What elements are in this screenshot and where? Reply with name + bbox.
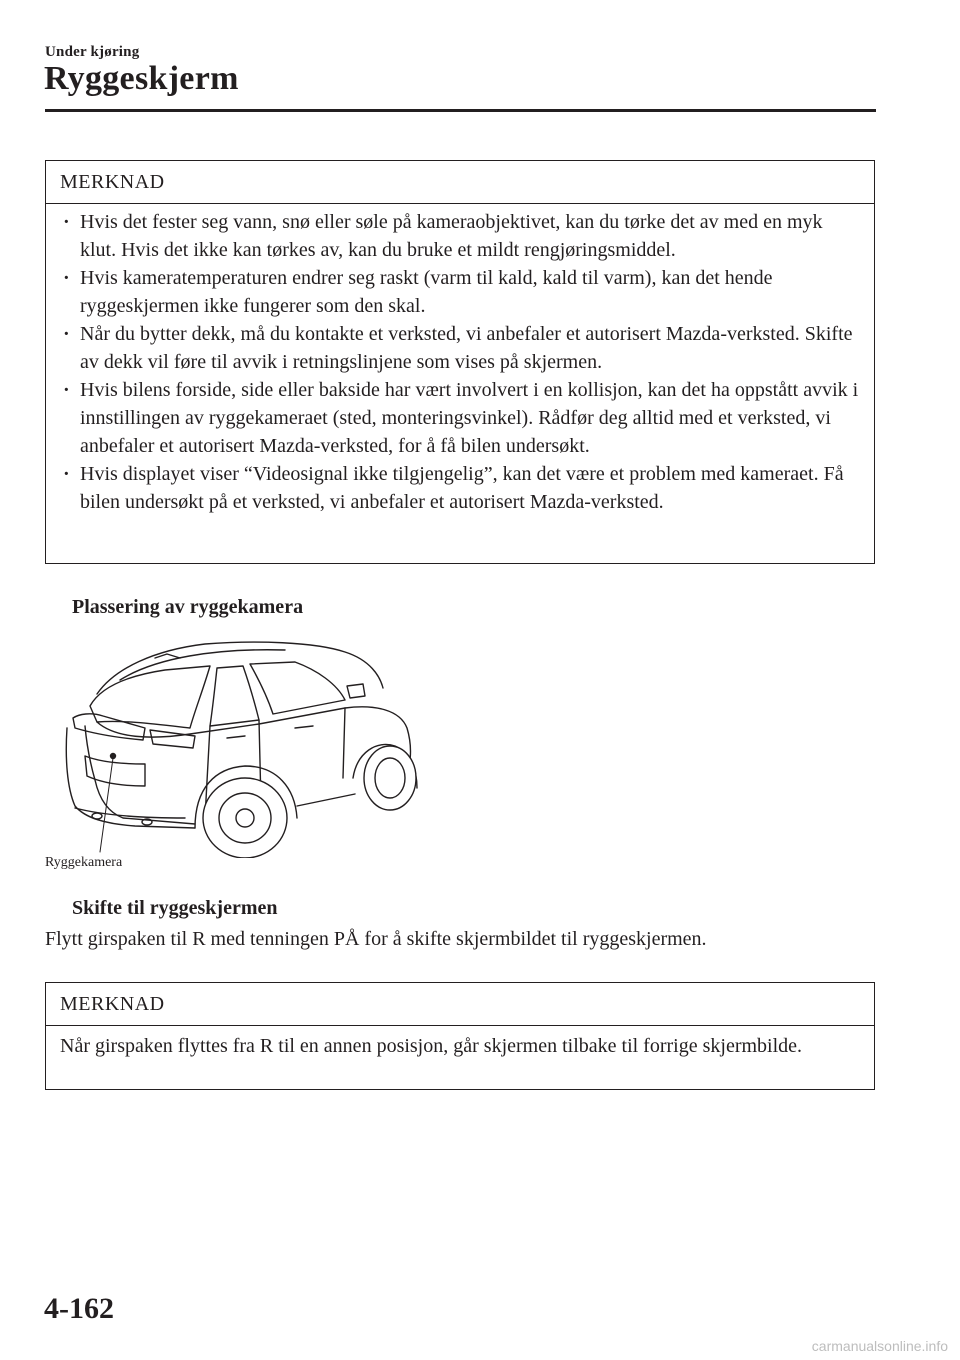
note-item: · Hvis displayet viser “Videosignal ikke tilgjengelig”, kan det være et problem med kameraet. Få bilen undersøkt på et verksted, vi anbefaler et autorisert Mazda-verksted. [60, 460, 860, 516]
car-figure [45, 628, 425, 878]
title-rule [45, 109, 876, 112]
switch-section-text: Flytt girspaken til R med tenningen PÅ for å skifte skjermbildet til ryggeskjermen. [45, 928, 707, 950]
note-box-2 [45, 982, 875, 1090]
figure-caption: Ryggekamera [45, 855, 123, 870]
note-box-1 [45, 160, 875, 564]
watermark: carmanualsonline.info [811, 1338, 948, 1354]
camera-location-heading: Plassering av ryggekamera [72, 596, 304, 618]
note-heading: MERKNAD [46, 161, 874, 204]
note-body [46, 204, 874, 524]
page-title: Ryggeskjerm [44, 60, 239, 97]
car-illustration [45, 628, 425, 858]
section-label: Under kjøring [45, 44, 140, 60]
note-body: Når girspaken flyttes fra R til en annen posisjon, går skjermen tilbake til forrige skjermbilde. [60, 1035, 803, 1057]
note-item: · Hvis bilens forside, side eller bakside har vært involvert i en kollisjon, kan det ha oppstått avvik i innstillingen av ryggekameraet (sted, monteringsvinkel). Rådfør deg alltid med et verksted, vi anbefaler et autorisert Mazda-verksted, for å få bilen undersøkt. [60, 376, 860, 460]
note-item: · Når du bytter dekk, må du kontakte et verksted, vi anbefaler et autorisert Mazda-verksted. Skifte av dekk vil føre til avvik i retningslinjene som vises på skjermen. [60, 320, 860, 376]
switch-section-heading: Skifte til ryggeskjermen [72, 897, 278, 919]
note-list [60, 208, 860, 516]
page-number: 4-162 [44, 1292, 114, 1325]
note-item: · Hvis kameratemperaturen endrer seg raskt (varm til kald, kald til varm), kan det hende ryggeskjermen ikke fungerer som den skal. [60, 264, 860, 320]
note-item: · Hvis det fester seg vann, snø eller søle på kameraobjektivet, kan du tørke det av med en myk klut. Hvis det ikke kan tørkes av, kan du bruke et mildt rengjøringsmiddel. [60, 208, 860, 264]
note-heading: MERKNAD [46, 983, 874, 1026]
